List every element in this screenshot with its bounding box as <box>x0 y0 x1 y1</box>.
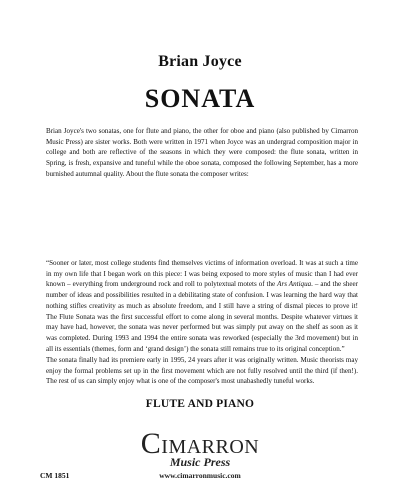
logo-initial: C <box>140 427 162 460</box>
composer-name: Brian Joyce <box>158 53 242 70</box>
logo-name-rest: IMARRON <box>161 436 260 458</box>
instrumentation-label: FLUTE AND PIANO <box>145 398 255 410</box>
work-title: SONATA <box>144 84 256 113</box>
publisher-logo <box>128 427 272 484</box>
catalog-number: CM 1851 <box>40 471 70 480</box>
composer-quote-paragraph <box>46 258 358 354</box>
quote-text-part-1: “Sooner or later, most college students find themselves victims of information overload. It was at such a time in my own life that I began work on this piece: I was being exposed to more styles of music than I had ever known – everything from underground rock and roll to polytextual motets of the <box>46 259 358 289</box>
quote-text-part-2: . – and the sheer number of ideas and possibilities resulted in a debilitating state of confusion. I was learning the hard way that nothing stifles creativity as much as absolute freedom, and I still have a string of dismal pieces to prove it! The Flute Sonata was the first successful effort to come along in several months. Despite whatever virtues it may have had, however, the sonata was never performed but was simply put away on the shelf as soon as it was completed. During 1993 and 1994 the entire sonata was reworked (especially the 3rd movement) but in all its essentials (themes, form and ‘grand design’) the sonata still remains true to its original conception.” <box>46 280 358 353</box>
intro-paragraph: Brian Joyce's two sonatas, one for flute and piano, the other for oboe and piano (also published by Cimarron Music Press) are sister works. Both were written in 1971 when Joyce was an undergrad composition major in college and both are reflective of the seasons in which they were composed: the flute sonata, written in Spring, is fresh, expansive and tuneful while the oboe sonata, composed the following September, has a more burnished autumnal quality. About the flute sonata the composer writes: <box>46 127 358 178</box>
publisher-logo-subtitle: Music Press <box>169 455 231 469</box>
publisher-url: www.cimarronmusic.com <box>159 471 241 480</box>
premiere-paragraph: The sonata finally had its premiere early in 1995, 24 years after it was originally written. Music theorists may enjoy the formal problems set up in the first movement which are not fully resolved until the third (if then!). The rest of us can simply enjoy what is one of the composer's most unabashedly tuneful works. <box>46 356 358 386</box>
quote-italic-title: Ars Antiqua <box>277 280 312 289</box>
